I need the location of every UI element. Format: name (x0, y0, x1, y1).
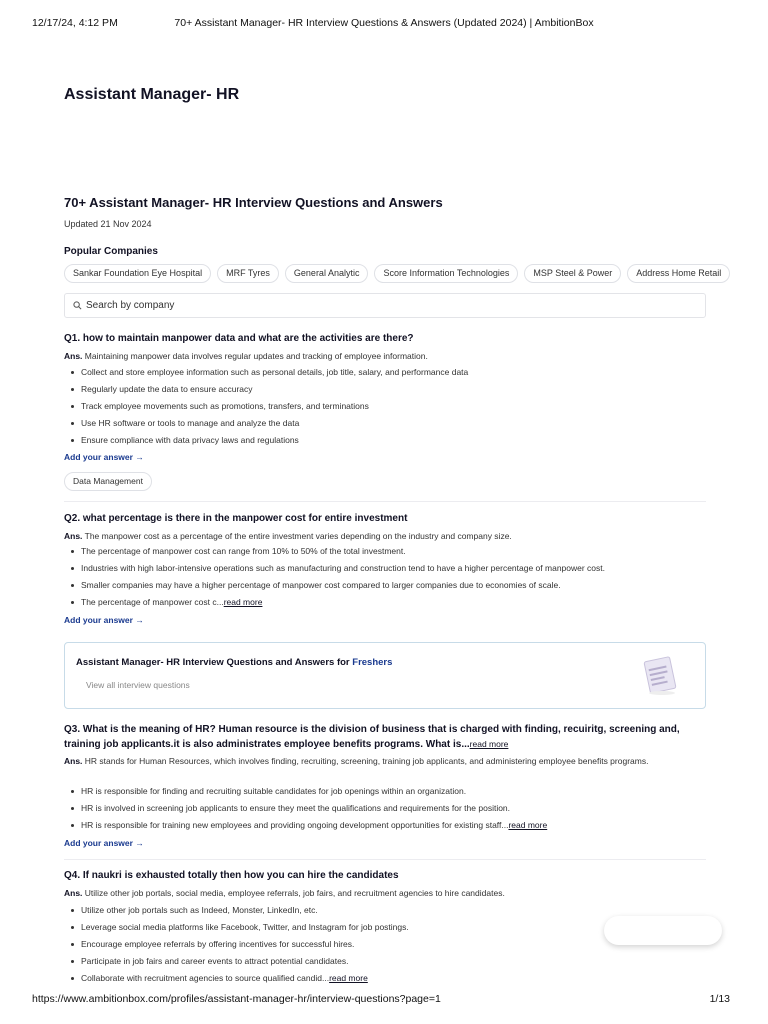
answer-bullet: Participate in job fairs and career events to attract potential candidates. (64, 953, 706, 970)
card-title (76, 657, 392, 668)
print-footer (32, 993, 736, 1007)
print-title: 70+ Assistant Manager- HR Interview Questions & Answers (Updated 2024) | AmbitionBox (174, 17, 594, 29)
popular-companies-label: Popular Companies (64, 246, 158, 257)
answer-bullet: Leverage social media platforms like Facebook, Twitter, and Instagram for job postings. (64, 919, 706, 936)
floating-action-button[interactable] (604, 916, 722, 945)
answer-text: The manpower cost as a percentage of the entire investment varies depending on the industry and company size. (84, 531, 512, 541)
answer-bullet: HR is responsible for finding and recruiting suitable candidates for job openings within an organization. (64, 783, 706, 800)
section-title: 70+ Assistant Manager- HR Interview Questions and Answers (64, 195, 443, 210)
answer-bullet: Industries with high labor-intensive operations such as manufacturing and construction tend to have a higher percentage of manpower cost. (64, 560, 706, 577)
print-url: https://www.ambitionbox.com/profiles/assistant-manager-hr/interview-questions?page=1 (32, 993, 441, 1005)
view-all-questions-link[interactable]: View all interview questions (86, 680, 190, 690)
answer-summary (64, 886, 706, 900)
answer-summary (64, 529, 706, 543)
freshers-card[interactable] (64, 642, 706, 709)
answer-bullet: Regularly update the data to ensure accuracy (64, 381, 706, 398)
card-title-accent: Freshers (352, 657, 393, 668)
document-illustration-icon (639, 655, 681, 697)
print-date: 12/17/24, 4:12 PM (32, 17, 118, 29)
answer-bullet: Encourage employee referrals by offering incentives for successful hires. (64, 936, 706, 953)
answer-bullets (64, 543, 706, 611)
answer-bullet (64, 970, 706, 987)
answer-bullets (64, 902, 706, 987)
truncated-bullet: HR is responsible for training new employees and providing ongoing development opportunities for existing staff... (81, 820, 509, 830)
read-more-link[interactable]: read more (469, 739, 509, 749)
answer-summary (64, 349, 706, 363)
topic-tag[interactable]: Data Management (64, 472, 152, 491)
divider (64, 501, 706, 502)
truncated-bullet: Collaborate with recruitment agencies to source qualified candid... (81, 973, 330, 983)
answer-bullet: Collect and store employee information such as personal details, job title, salary, and performance data (64, 364, 706, 381)
add-answer-link[interactable]: Add your answer → (64, 838, 144, 848)
question-title: Q4. If naukri is exhausted totally then how you can hire the candidates (64, 870, 399, 881)
company-chip[interactable]: Score Information Technologies (374, 264, 518, 283)
company-chip[interactable]: MSP Steel & Power (524, 264, 621, 283)
company-chip[interactable]: General Analytic (285, 264, 369, 283)
answer-bullets (64, 783, 706, 834)
ans-label: Ans. (64, 531, 83, 541)
ans-label: Ans. (64, 888, 83, 898)
question-title (64, 723, 706, 752)
answer-bullet: Ensure compliance with data privacy laws and regulations (64, 432, 706, 449)
question-title: Q2. what percentage is there in the manpower cost for entire investment (64, 513, 408, 524)
divider (64, 859, 706, 860)
print-header (32, 17, 736, 31)
company-chips (64, 264, 722, 284)
answer-bullet (64, 817, 706, 834)
ans-label: Ans. (64, 756, 83, 766)
search-placeholder: Search by company (86, 300, 175, 311)
company-chip[interactable]: Address Home Retail (627, 264, 730, 283)
company-chip[interactable]: MRF Tyres (217, 264, 279, 283)
read-more-link[interactable]: read more (223, 597, 263, 607)
answer-bullet (64, 594, 706, 611)
read-more-link[interactable]: read more (508, 820, 548, 830)
answer-bullet: HR is involved in screening job applicants to ensure they meet the qualifications and requirements for the position. (64, 800, 706, 817)
answer-bullet: Utilize other job portals such as Indeed, Monster, LinkedIn, etc. (64, 902, 706, 919)
print-page-number: 1/13 (709, 993, 730, 1005)
answer-bullet: The percentage of manpower cost can range from 10% to 50% of the total investment. (64, 543, 706, 560)
answer-bullet: Use HR software or tools to manage and analyze the data (64, 415, 706, 432)
answer-text: Maintaining manpower data involves regular updates and tracking of employee information. (84, 351, 428, 361)
answer-bullets (64, 364, 706, 449)
ans-label: Ans. (64, 351, 83, 361)
page-heading: Assistant Manager- HR (64, 86, 240, 103)
read-more-link[interactable]: read more (329, 973, 368, 983)
answer-text: Utilize other job portals, social media, employee referrals, job fairs, and recruitment agencies to hire candidates. (84, 888, 505, 898)
answer-bullet: Track employee movements such as promotions, transfers, and terminations (64, 398, 706, 415)
answer-text: HR stands for Human Resources, which involves finding, recruiting, screening, training job applicants, and administering employee benefits programs. (84, 756, 649, 766)
question-text: Q3. What is the meaning of HR? Human resource is the division of business that is charged with finding, recuiritg, screening and, training job applicants.it is also administrates employee benefits programs. What is... (64, 724, 680, 750)
company-search-input[interactable] (64, 293, 706, 318)
add-answer-link[interactable]: Add your answer → (64, 452, 144, 462)
add-answer-link[interactable]: Add your answer → (64, 615, 144, 625)
answer-summary (64, 754, 706, 768)
updated-date: Updated 21 Nov 2024 (64, 219, 152, 229)
answer-bullet: Smaller companies may have a higher percentage of manpower cost compared to larger companies due to economies of scale. (64, 577, 706, 594)
search-icon (73, 301, 82, 310)
truncated-bullet: The percentage of manpower cost c... (81, 597, 224, 607)
question-title: Q1. how to maintain manpower data and what are the activities are there? (64, 333, 414, 344)
card-title-prefix: Assistant Manager- HR Interview Questions and Answers for (76, 657, 353, 668)
company-chip[interactable]: Sankar Foundation Eye Hospital (64, 264, 211, 283)
